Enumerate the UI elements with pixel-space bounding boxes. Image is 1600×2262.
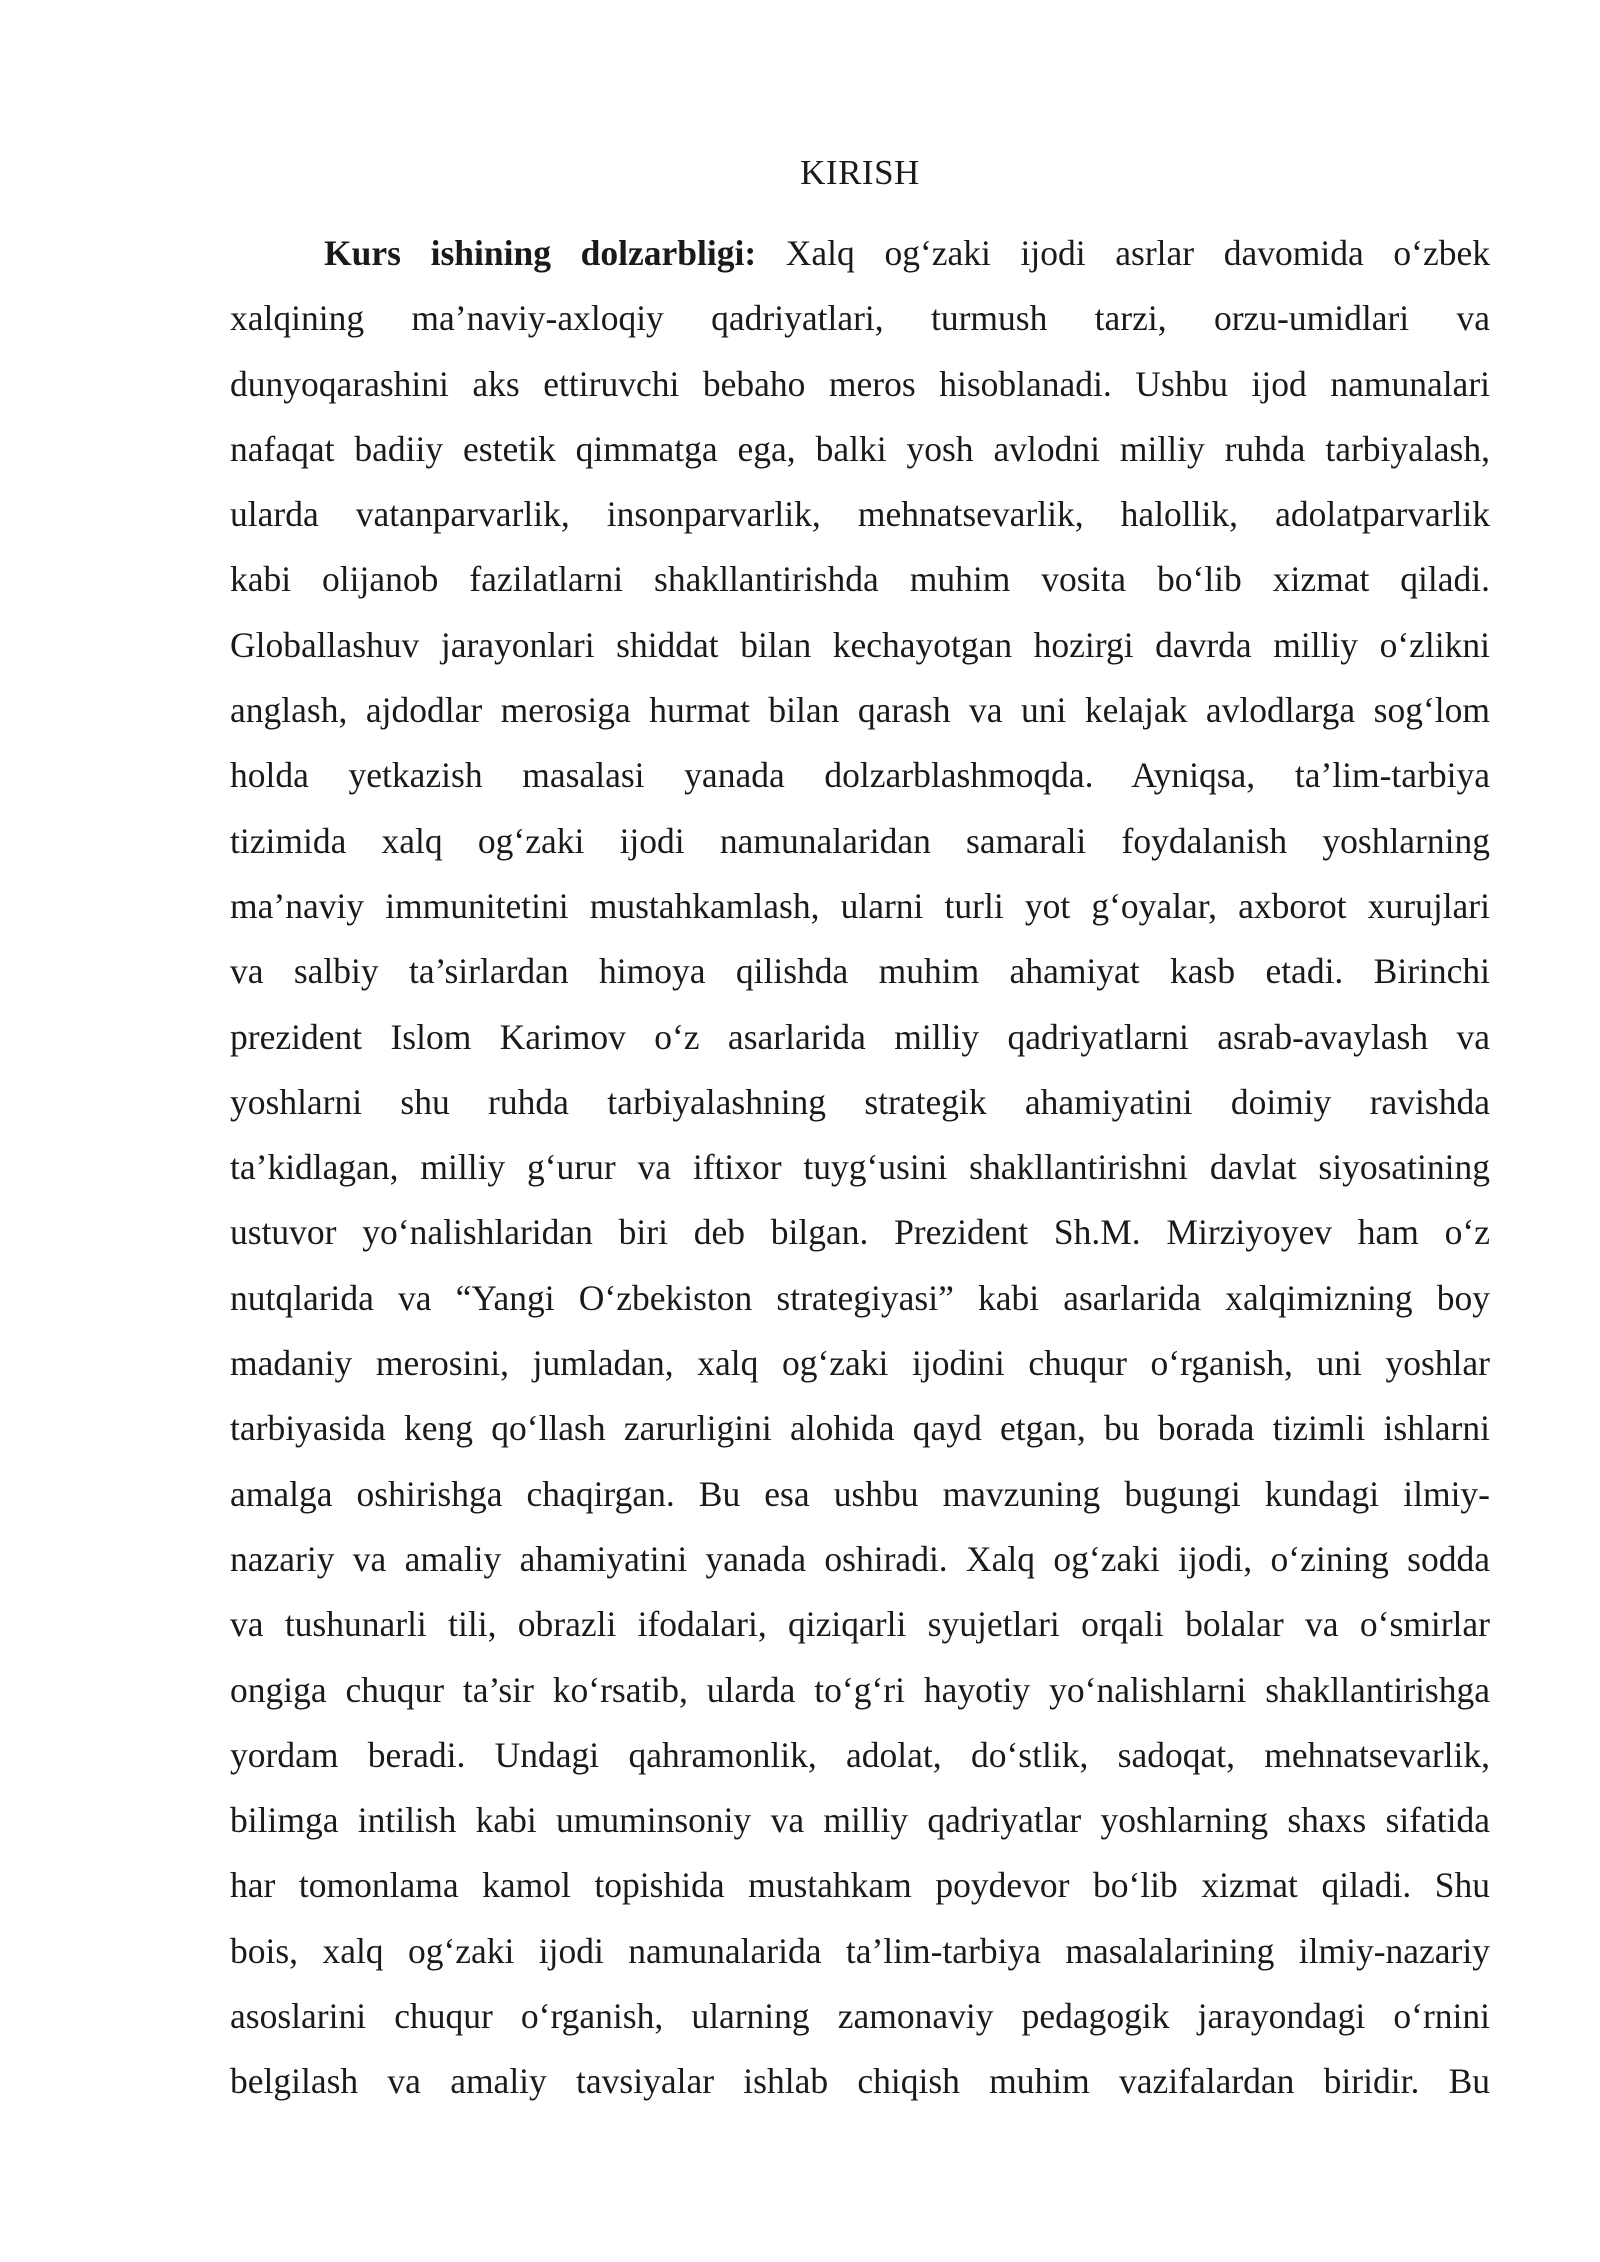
paragraph-line [230,221,1490,286]
paragraph-line: belgilash va amaliy tavsiyalar ishlab chiqish muhim vazifalardan biridir. Bu [230,2061,1490,2102]
paragraph-line: Globallashuv jarayonlari shiddat bilan kechayotgan hozirgi davrda milliy o‘zlikni [230,624,1490,665]
paragraph-line: xalqining ma’naviy-axloqiy qadriyatlari, turmush tarzi, orzu-umidlari va [230,298,1490,339]
paragraph-line: tarbiyasida keng qo‘llash zarurligini alohida qayd etgan, bu borada tizimli ishlarni [230,1408,1490,1449]
paragraph-line: asoslarini chuqur o‘rganish, ularning zamonaviy pedagogik jarayondagi o‘rnini [230,1996,1490,2037]
paragraph-line: yordam beradi. Undagi qahramonlik, adolat, do‘stlik, sadoqat, mehnatsevarlik, [230,1734,1490,1775]
paragraph-line-text: Xalq og‘zaki ijodi asrlar davomida o‘zbek [756,233,1490,273]
paragraph-line: ma’naviy immunitetini mustahkamlash, ularni turli yot g‘oyalar, axborot xurujlari [230,885,1490,926]
paragraph-line: har tomonlama kamol topishida mustahkam poydevor bo‘lib xizmat qiladi. Shu [230,1865,1490,1906]
paragraph-line: va tushunarli tili, obrazli ifodalari, qiziqarli syujetlari orqali bolalar va o‘smirlar [230,1604,1490,1645]
paragraph-line: anglash, ajdodlar merosiga hurmat bilan qarash va uni kelajak avlodlarga sog‘lom [230,690,1490,731]
paragraph-line: holda yetkazish masalasi yanada dolzarblashmoqda. Ayniqsa, ta’lim-tarbiya [230,755,1490,796]
paragraph-line: yoshlarni shu ruhda tarbiyalashning strategik ahamiyatini doimiy ravishda [230,1081,1490,1122]
paragraph-line: dunyoqarashini aks ettiruvchi bebaho meros hisoblanadi. Ushbu ijod namunalari [230,363,1490,404]
paragraph-lead: Kurs ishining dolzarbligi: [324,233,757,273]
body-paragraph [230,221,1490,2115]
paragraph-line: prezident Islom Karimov o‘z asarlarida milliy qadriyatlarni asrab-avaylash va [230,1016,1490,1057]
paragraph-line: nazariy va amaliy ahamiyatini yanada oshiradi. Xalq og‘zaki ijodi, o‘zining sodda [230,1538,1490,1579]
paragraph-line: ustuvor yo‘nalishlaridan biri deb bilgan. Prezident Sh.M. Mirziyoyev ham o‘z [230,1212,1490,1253]
section-heading: KIRISH [800,153,920,192]
paragraph-line: bois, xalq og‘zaki ijodi namunalarida ta’lim-tarbiya masalalarining ilmiy-nazariy [230,1930,1490,1971]
paragraph-line: bilimga intilish kabi umuminsoniy va milliy qadriyatlar yoshlarning shaxs sifatida [230,1800,1490,1841]
paragraph-line: nutqlarida va “Yangi O‘zbekiston strategiyasi” kabi asarlarida xalqimizning boy [230,1277,1490,1318]
paragraph-line: madaniy merosini, jumladan, xalq og‘zaki ijodini chuqur o‘rganish, uni yoshlar [230,1343,1490,1384]
paragraph-line: amalga oshirishga chaqirgan. Bu esa ushbu mavzuning bugungi kundagi ilmiy- [230,1473,1490,1514]
paragraph-line: ongiga chuqur ta’sir ko‘rsatib, ularda to‘g‘ri hayotiy yo‘nalishlarni shakllantirishga [230,1669,1490,1710]
paragraph-line: nafaqat badiiy estetik qimmatga ega, balki yosh avlodni milliy ruhda tarbiyalash, [230,428,1490,469]
paragraph-line: ularda vatanparvarlik, insonparvarlik, mehnatsevarlik, halollik, adolatparvarlik [230,494,1490,535]
paragraph-line: tizimida xalq og‘zaki ijodi namunalaridan samarali foydalanish yoshlarning [230,820,1490,861]
paragraph-line: kabi olijanob fazilatlarni shakllantirishda muhim vosita bo‘lib xizmat qiladi. [230,559,1490,600]
paragraph-line: ta’kidlagan, milliy g‘urur va iftixor tuyg‘usini shakllantirishni davlat siyosatining [230,1147,1490,1188]
paragraph-line: va salbiy ta’sirlardan himoya qilishda muhim ahamiyat kasb etadi. Birinchi [230,951,1490,992]
